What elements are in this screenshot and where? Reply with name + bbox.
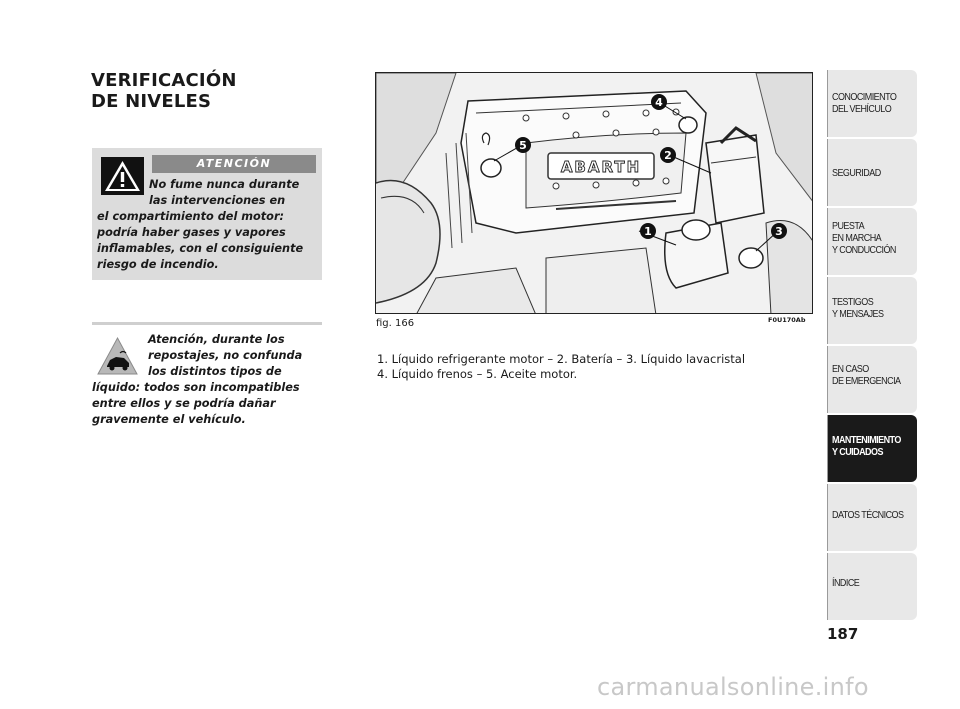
caption-line: 4. Líquido frenos – 5. Aceite motor. bbox=[377, 367, 578, 381]
note-line: entre ellos y se podría dañar bbox=[92, 397, 276, 410]
tab-label: TESTIGOS bbox=[832, 297, 874, 308]
engine-badge: ABARTH bbox=[560, 158, 642, 176]
watermark: carmanualsonline.info bbox=[597, 673, 869, 701]
warning-line: inflamables, con el consiguiente bbox=[97, 242, 304, 255]
tab-label: Y CUIDADOS bbox=[832, 447, 883, 458]
figure-code: F0U170Ab bbox=[768, 316, 806, 324]
engine-bay-illustration bbox=[376, 73, 813, 314]
tab-indice[interactable] bbox=[827, 553, 917, 620]
callout-2-label: 2 bbox=[664, 149, 672, 162]
caption-line: 1. Líquido refrigerante motor – 2. Batería – 3. Líquido lavacristal bbox=[377, 352, 746, 366]
warning-line: podría haber gases y vapores bbox=[97, 226, 286, 239]
warning-line: el compartimiento del motor: bbox=[97, 210, 285, 223]
warning-triangle-icon bbox=[101, 157, 144, 195]
tab-testigos[interactable] bbox=[827, 277, 917, 344]
note-divider bbox=[92, 322, 322, 325]
tab-label: EN CASO bbox=[832, 364, 869, 375]
tab-label: DE EMERGENCIA bbox=[832, 376, 901, 387]
tab-seguridad[interactable] bbox=[827, 139, 917, 206]
tab-label: DEL VEHÍCULO bbox=[832, 104, 892, 115]
note-line: repostajes, no confunda bbox=[148, 349, 303, 362]
page-title-line-2: DE NIVELES bbox=[91, 91, 212, 112]
tab-label: MANTENIMIENTO bbox=[832, 435, 901, 446]
tab-label: Y MENSAJES bbox=[832, 309, 884, 320]
tab-conocimiento[interactable] bbox=[827, 70, 917, 137]
tab-label: CONOCIMIENTO bbox=[832, 92, 897, 103]
tab-label: Y CONDUCCIÓN bbox=[832, 245, 896, 256]
warning-box bbox=[92, 148, 322, 280]
callout-4-label: 4 bbox=[655, 96, 663, 109]
page-number: 187 bbox=[827, 625, 859, 643]
page-title-line-1: VERIFICACIÓN bbox=[91, 70, 237, 91]
warning-line: las intervenciones en bbox=[149, 194, 286, 207]
note-line: gravemente el vehículo. bbox=[92, 413, 246, 426]
page-title bbox=[91, 70, 237, 112]
callout-3-label: 3 bbox=[775, 225, 783, 238]
tab-label: ÍNDICE bbox=[832, 578, 860, 589]
figure-label: fig. 166 bbox=[376, 318, 415, 329]
tab-emergencia[interactable] bbox=[827, 346, 917, 413]
tab-label: DATOS TÉCNICOS bbox=[832, 510, 904, 521]
note-line: líquido: todos son incompatibles bbox=[92, 381, 300, 394]
note-line: Atención, durante los bbox=[148, 333, 285, 346]
note-line: los distintos tipos de bbox=[148, 365, 282, 378]
tab-label: SEGURIDAD bbox=[832, 168, 881, 179]
warning-line: No fume nunca durante bbox=[149, 178, 300, 191]
car-environment-icon bbox=[96, 336, 139, 376]
tab-puesta-en-marcha[interactable] bbox=[827, 208, 917, 275]
callout-1-label: 1 bbox=[644, 225, 652, 238]
warning-line: riesgo de incendio. bbox=[97, 258, 219, 271]
tab-mantenimiento[interactable] bbox=[827, 415, 917, 482]
tab-label: PUESTA bbox=[832, 221, 865, 232]
tab-label: EN MARCHA bbox=[832, 233, 882, 244]
engine-bay-figure bbox=[375, 72, 813, 314]
warning-header: ATENCIÓN bbox=[152, 155, 316, 173]
figure-caption bbox=[377, 352, 745, 382]
tab-datos-tecnicos[interactable] bbox=[827, 484, 917, 551]
callout-5-label: 5 bbox=[519, 139, 527, 152]
